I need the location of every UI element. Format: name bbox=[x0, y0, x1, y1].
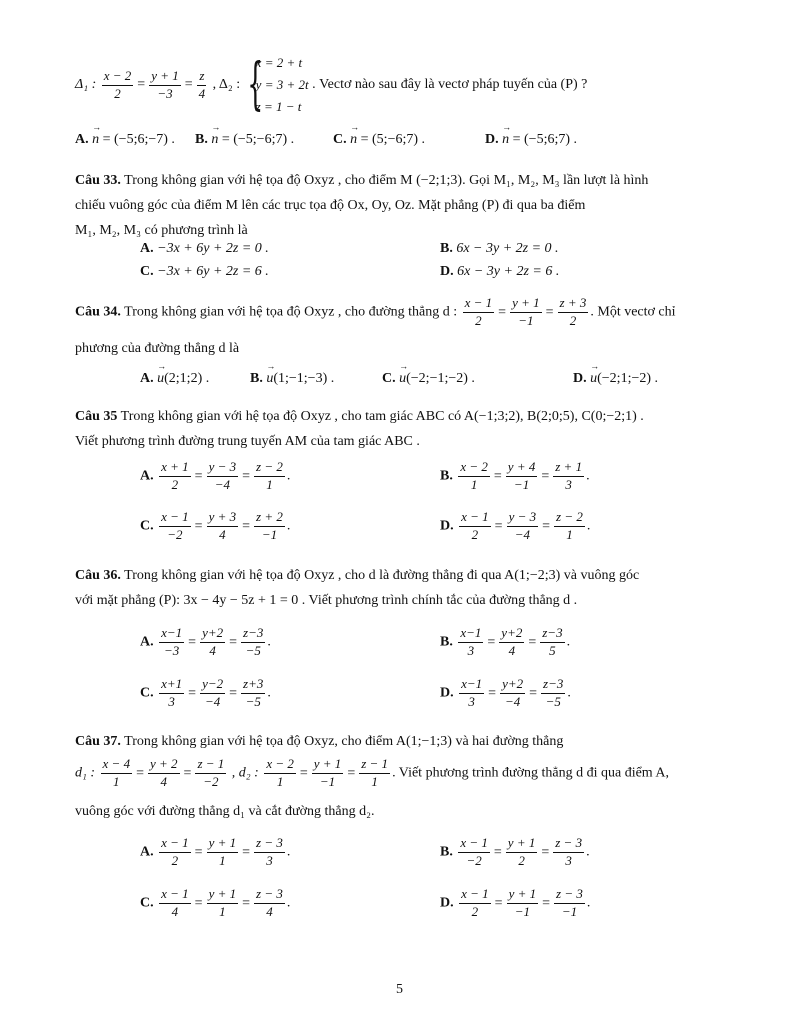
option-label: A. bbox=[140, 241, 154, 256]
denominator: 1 bbox=[276, 773, 284, 789]
numerator: x + 1 bbox=[159, 460, 191, 477]
denominator: −3 bbox=[164, 642, 180, 658]
numerator: x−1 bbox=[458, 626, 483, 643]
q32-option-d[interactable] bbox=[485, 132, 577, 148]
fraction bbox=[554, 887, 585, 920]
fraction bbox=[200, 677, 225, 710]
denominator: 3 bbox=[565, 852, 572, 868]
option-label: D. bbox=[440, 685, 454, 701]
fraction bbox=[458, 836, 490, 869]
fraction bbox=[241, 677, 265, 710]
fraction bbox=[241, 626, 265, 659]
vector-u: → u bbox=[157, 371, 164, 387]
option-label: C. bbox=[382, 371, 396, 386]
q33-option-c[interactable] bbox=[140, 264, 269, 280]
numerator: y+2 bbox=[200, 626, 225, 643]
denominator: −1 bbox=[561, 903, 578, 919]
fraction bbox=[499, 626, 524, 659]
fraction bbox=[507, 510, 539, 543]
equals-sign: = bbox=[136, 765, 144, 781]
fraction bbox=[254, 887, 285, 920]
denominator: 1 bbox=[113, 773, 120, 789]
question-text: M₁, M₂, M₃ có phương trình là bbox=[75, 223, 248, 238]
equals-sign: = bbox=[194, 844, 203, 860]
denominator: 4 bbox=[508, 642, 516, 658]
system-line: x = 2 + t bbox=[255, 55, 303, 70]
equals-sign: = bbox=[242, 844, 251, 860]
numerator: x − 1 bbox=[159, 836, 191, 853]
q36-option-c[interactable]: C. $\frac{x+1}{3}$ = $\frac{y-2}{-4}$ = $\frac{z+3}{-5}$ . bbox=[140, 676, 271, 709]
equals-sign: = bbox=[494, 895, 503, 911]
equals-sign: = bbox=[299, 765, 308, 781]
numerator: z + 3 bbox=[558, 296, 589, 313]
option-value: = (5;−6;7) . bbox=[357, 132, 426, 147]
numerator: x−1 bbox=[459, 677, 484, 694]
denominator: 3 bbox=[467, 642, 475, 658]
delta2-system bbox=[244, 52, 309, 118]
question-label: Câu 33. bbox=[75, 173, 121, 188]
question-text: với mặt phẳng (P): 3x − 4y − 5z + 1 = 0 . Viết phương trình chính tắc của đường thẳng d . bbox=[75, 593, 578, 608]
option-label: D. bbox=[440, 518, 454, 534]
q35-option-d[interactable]: D. $\frac{x - 1}{2}$ = $\frac{y - 3}{-4}$ = $\frac{z - 2}{1}$ . bbox=[440, 509, 591, 542]
fraction bbox=[459, 677, 484, 710]
fraction bbox=[463, 296, 495, 329]
option-value: = (−5;6;−7) . bbox=[99, 132, 175, 147]
option-label: B. bbox=[440, 634, 453, 650]
d2-fractions bbox=[262, 756, 392, 789]
question-text: Trong không gian với hệ tọa độ Oxyz , cho d là đường thẳng đi qua A(1;−2;3) và vuông góc bbox=[124, 568, 640, 583]
question-text: . Một vectơ chỉ bbox=[590, 304, 676, 320]
numerator: x − 1 bbox=[463, 296, 495, 313]
denominator: −4 bbox=[214, 476, 230, 492]
equals-sign: = bbox=[541, 844, 550, 860]
option-text: −3x + 6y + 2z = 0 . bbox=[157, 241, 269, 256]
denominator: −5 bbox=[545, 693, 561, 709]
delta2-label: , Δ₂ : bbox=[212, 77, 241, 93]
q32-option-c[interactable] bbox=[333, 132, 425, 148]
numerator: z − 2 bbox=[554, 510, 585, 527]
denominator: 1 bbox=[266, 476, 273, 492]
numerator: y − 3 bbox=[507, 510, 539, 527]
denominator: 3 bbox=[565, 476, 572, 492]
equals-sign: = bbox=[188, 685, 197, 701]
question-label: Câu 34. bbox=[75, 304, 121, 320]
q34-stem-line1 bbox=[75, 296, 676, 329]
option-label: D. bbox=[440, 264, 454, 279]
numerator: y+2 bbox=[499, 626, 524, 643]
denominator: −4 bbox=[514, 526, 530, 542]
question-text: chiếu vuông góc của điểm M lên các trục tọa độ Ox, Oy, Oz. Mặt phẳng (P) đi qua ba điểm bbox=[75, 198, 586, 213]
q34-stem-line2 bbox=[75, 337, 239, 361]
q35-stem bbox=[75, 404, 740, 454]
denominator: −5 bbox=[245, 693, 261, 709]
equals-sign: = bbox=[529, 685, 538, 701]
numerator: x − 1 bbox=[459, 887, 491, 904]
option-label: C. bbox=[333, 132, 347, 147]
numerator: z bbox=[197, 69, 206, 86]
q34-option-c[interactable] bbox=[382, 371, 475, 387]
option-value: (−2;−1;−2) . bbox=[406, 371, 475, 386]
equals-sign: = bbox=[242, 895, 251, 911]
q37-option-c[interactable]: C. $\frac{x - 1}{4}$ = $\frac{y + 1}{1}$ = $\frac{z - 3}{4}$ . bbox=[140, 886, 291, 919]
numerator: z − 3 bbox=[553, 836, 584, 853]
d1-fractions bbox=[99, 756, 229, 789]
option-label: D. bbox=[440, 895, 454, 911]
q34-option-d[interactable] bbox=[573, 371, 658, 387]
q36-stem bbox=[75, 563, 740, 613]
numerator: x − 2 bbox=[458, 460, 490, 477]
denominator: −1 bbox=[319, 773, 336, 789]
fraction bbox=[459, 887, 491, 920]
fraction bbox=[159, 510, 191, 543]
numerator: z − 3 bbox=[554, 887, 585, 904]
equals-sign: = bbox=[194, 895, 203, 911]
numerator: z−3 bbox=[541, 677, 565, 694]
vector-u: → u bbox=[399, 371, 406, 387]
denominator: 2 bbox=[475, 312, 482, 328]
numerator: y + 2 bbox=[148, 757, 180, 774]
fraction bbox=[264, 757, 296, 790]
question-label: Câu 36. bbox=[75, 568, 121, 583]
q36-option-a[interactable]: A. $\frac{x-1}{-3}$ = $\frac{y+2}{4}$ = $\frac{z-3}{-5}$ . bbox=[140, 625, 271, 658]
numerator: z + 1 bbox=[553, 460, 584, 477]
option-label: C. bbox=[140, 895, 154, 911]
equals-sign: = bbox=[229, 634, 238, 650]
fraction bbox=[195, 757, 226, 790]
equals-sign: = bbox=[347, 765, 356, 781]
numerator: z−3 bbox=[540, 626, 564, 643]
denominator: 4 bbox=[209, 642, 216, 658]
fraction bbox=[541, 677, 565, 710]
fraction bbox=[458, 460, 490, 493]
option-label: C. bbox=[140, 264, 154, 279]
numerator: z − 1 bbox=[359, 757, 390, 774]
denominator: −4 bbox=[204, 693, 221, 709]
equals-sign: = bbox=[494, 518, 503, 534]
q37-option-a[interactable]: A. $\frac{x - 1}{2}$ = $\frac{y + 1}{1}$ = $\frac{z - 3}{3}$ . bbox=[140, 835, 291, 868]
fraction bbox=[159, 626, 184, 659]
d1-label: d₁ : bbox=[75, 765, 96, 781]
equals-sign: = bbox=[183, 765, 192, 781]
denominator: 3 bbox=[168, 693, 175, 709]
fraction bbox=[540, 626, 564, 659]
denominator: 1 bbox=[470, 476, 478, 492]
option-value: (2;1;2) . bbox=[164, 371, 210, 386]
vector-n: → n bbox=[211, 132, 218, 148]
d2-label: , d₂ : bbox=[231, 765, 259, 781]
option-text: 6x − 3y + 2z = 0 . bbox=[456, 241, 559, 256]
option-label: A. bbox=[140, 371, 154, 386]
q32-equations bbox=[75, 52, 587, 118]
denominator: 3 bbox=[266, 852, 273, 868]
numerator: z + 2 bbox=[254, 510, 285, 527]
denominator: 2 bbox=[471, 903, 479, 919]
numerator: y + 4 bbox=[506, 460, 538, 477]
equals-sign: = bbox=[542, 895, 551, 911]
question-label: Câu 37. bbox=[75, 734, 121, 749]
fraction bbox=[459, 510, 491, 543]
option-label: D. bbox=[485, 132, 499, 147]
q33-option-a[interactable] bbox=[140, 241, 269, 257]
denominator: 2 bbox=[518, 852, 525, 868]
denominator: 4 bbox=[266, 903, 273, 919]
option-value: (1;−1;−3) . bbox=[273, 371, 335, 386]
fraction bbox=[553, 460, 584, 493]
numerator: x − 1 bbox=[159, 887, 191, 904]
option-text: 6x − 3y + 2z = 6 . bbox=[457, 264, 560, 279]
q34-option-b[interactable] bbox=[250, 371, 334, 387]
denominator: 1 bbox=[371, 773, 378, 789]
q37-stem-line2 bbox=[75, 757, 669, 790]
equals-sign: = bbox=[542, 518, 551, 534]
question-text: Trong không gian với hệ tọa độ Oxyz , cho điểm M (−2;1;3). Gọi M₁, M₂, M₃ lần lượt là hình bbox=[124, 173, 649, 188]
denominator: 2 bbox=[114, 85, 121, 101]
fraction bbox=[254, 510, 285, 543]
fraction bbox=[159, 677, 184, 710]
option-value: = (−5;−6;7) . bbox=[218, 132, 295, 147]
numerator: y − 3 bbox=[207, 460, 239, 477]
question-text: Trong không gian với hệ tọa độ Oxyz , cho tam giác ABC có A(−1;3;2), B(2;0;5), C(0;−2;1) . bbox=[120, 409, 644, 424]
option-label: B. bbox=[440, 468, 453, 484]
denominator: 1 bbox=[566, 526, 573, 542]
fraction bbox=[159, 887, 191, 920]
denominator: 1 bbox=[219, 852, 226, 868]
fraction bbox=[207, 510, 239, 543]
denominator: 2 bbox=[171, 476, 179, 492]
question-label: Câu 35 bbox=[75, 409, 118, 424]
q37-stem-line1 bbox=[75, 729, 740, 754]
question-text: vuông góc với đường thẳng d₁ và cắt đường thẳng d₂. bbox=[75, 804, 375, 819]
numerator: z+3 bbox=[241, 677, 265, 694]
numerator: y + 1 bbox=[149, 69, 181, 86]
denominator: −3 bbox=[157, 85, 173, 101]
option-value: = (−5;6;7) . bbox=[509, 132, 578, 147]
option-label: A. bbox=[75, 132, 89, 147]
q35-option-a[interactable]: A. $\frac{x + 1}{2}$ = $\frac{y - 3}{-4}$ = $\frac{z - 2}{1}$ . bbox=[140, 459, 291, 492]
vector-n: → n bbox=[92, 132, 99, 148]
numerator: y+2 bbox=[500, 677, 525, 694]
fraction bbox=[197, 69, 208, 102]
numerator: z − 1 bbox=[195, 757, 226, 774]
option-text: −3x + 6y + 2z = 6 . bbox=[157, 264, 269, 279]
option-label: C. bbox=[140, 685, 154, 701]
equals-sign: = bbox=[137, 77, 146, 93]
vector-u: → u bbox=[266, 371, 273, 387]
q33-stem bbox=[75, 168, 740, 243]
option-label: A. bbox=[140, 844, 154, 860]
denominator: 2 bbox=[171, 852, 179, 868]
equals-sign: = bbox=[242, 518, 251, 534]
q37-stem-line3 bbox=[75, 800, 375, 824]
vector-u: → u bbox=[590, 371, 597, 387]
denominator: 4 bbox=[198, 85, 206, 101]
q33-option-b[interactable] bbox=[440, 241, 559, 257]
option-label: B. bbox=[195, 132, 208, 147]
fraction bbox=[359, 757, 390, 790]
numerator: z−3 bbox=[241, 626, 265, 643]
denominator: −1 bbox=[261, 526, 278, 542]
left-brace: { bbox=[246, 52, 264, 117]
system-line: y = 3 + 2t bbox=[255, 77, 309, 92]
equals-sign: = bbox=[194, 468, 203, 484]
equals-sign: = bbox=[194, 518, 203, 534]
equals-sign: = bbox=[541, 468, 550, 484]
question-text: Trong không gian với hệ tọa độ Oxyz , cho đường thẳng d : bbox=[124, 304, 458, 320]
fraction bbox=[510, 296, 542, 329]
denominator: 5 bbox=[549, 642, 556, 658]
numerator: x+1 bbox=[159, 677, 184, 694]
fraction bbox=[159, 836, 191, 869]
denominator: 4 bbox=[171, 903, 179, 919]
vector-n: → n bbox=[350, 132, 357, 148]
equals-sign: = bbox=[488, 685, 497, 701]
numerator: y + 1 bbox=[312, 757, 344, 774]
denominator: 4 bbox=[160, 773, 167, 789]
numerator: z − 3 bbox=[254, 836, 285, 853]
numerator: y + 1 bbox=[507, 887, 539, 904]
fraction bbox=[506, 836, 538, 869]
system-line: z = 1 − t bbox=[255, 99, 302, 114]
fraction bbox=[554, 510, 585, 543]
equals-sign: = bbox=[493, 844, 502, 860]
fraction bbox=[200, 626, 225, 659]
equals-sign: = bbox=[493, 468, 502, 484]
denominator: −1 bbox=[514, 903, 530, 919]
equals-sign: = bbox=[528, 634, 537, 650]
equals-sign: = bbox=[188, 634, 197, 650]
equals-sign: = bbox=[487, 634, 496, 650]
fraction bbox=[312, 757, 344, 790]
numerator: z − 3 bbox=[254, 887, 285, 904]
fraction bbox=[558, 296, 589, 329]
q33-option-d[interactable] bbox=[440, 264, 559, 280]
numerator: x − 1 bbox=[159, 510, 191, 527]
numerator: z − 2 bbox=[254, 460, 285, 477]
fraction bbox=[553, 836, 584, 869]
numerator: x − 1 bbox=[458, 836, 490, 853]
delta1-fractions bbox=[100, 67, 209, 101]
q36-option-d[interactable]: D. $\frac{x-1}{3}$ = $\frac{y+2}{-4}$ = $\frac{z-3}{-5}$ . bbox=[440, 676, 571, 709]
numerator: x − 2 bbox=[102, 69, 134, 86]
q37-option-b[interactable]: B. $\frac{x - 1}{-2}$ = $\frac{y + 1}{2}$ = $\frac{z - 3}{3}$ . bbox=[440, 835, 590, 868]
numerator: y−2 bbox=[200, 677, 225, 694]
fraction bbox=[207, 836, 239, 869]
q36-option-b[interactable]: B. $\frac{x-1}{3}$ = $\frac{y+2}{4}$ = $\frac{z-3}{5}$ . bbox=[440, 625, 571, 658]
fraction bbox=[207, 887, 239, 920]
delta1-label: Δ₁ : bbox=[75, 77, 97, 93]
denominator: 2 bbox=[569, 312, 577, 328]
option-label: B. bbox=[440, 844, 453, 860]
numerator: y + 1 bbox=[506, 836, 538, 853]
fraction bbox=[506, 460, 538, 493]
numerator: x − 1 bbox=[459, 510, 491, 527]
equals-sign: = bbox=[242, 468, 251, 484]
denominator: 1 bbox=[219, 903, 226, 919]
fraction bbox=[148, 757, 180, 790]
denominator: −5 bbox=[245, 642, 261, 658]
denominator: 4 bbox=[219, 526, 226, 542]
question-text: . Viết phương trình đường thẳng d đi qua điểm A, bbox=[392, 765, 670, 781]
fraction bbox=[254, 460, 285, 493]
option-label: C. bbox=[140, 518, 154, 534]
option-label: D. bbox=[573, 371, 587, 386]
denominator: −1 bbox=[518, 312, 534, 328]
denominator: −4 bbox=[504, 693, 521, 709]
fraction bbox=[458, 626, 483, 659]
denominator: 2 bbox=[471, 526, 479, 542]
fraction bbox=[507, 887, 539, 920]
fraction bbox=[207, 460, 239, 493]
q35-option-c[interactable]: C. $\frac{x - 1}{-2}$ = $\frac{y + 3}{4}$ = $\frac{z + 2}{-1}$ . bbox=[140, 509, 291, 542]
fraction bbox=[149, 69, 181, 102]
numerator: y + 1 bbox=[207, 887, 239, 904]
question-text: Viết phương trình đường trung tuyến AM của tam giác ABC . bbox=[75, 434, 420, 449]
page-number: 5 bbox=[396, 982, 403, 997]
question-text: Trong không gian với hệ tọa độ Oxyz, cho điểm A(1;−1;3) và hai đường thẳng bbox=[124, 734, 564, 749]
numerator: y + 1 bbox=[510, 296, 542, 313]
vector-n: → n bbox=[502, 132, 509, 148]
equals-sign: = bbox=[545, 304, 554, 320]
fraction bbox=[101, 757, 133, 790]
denominator: −2 bbox=[203, 773, 219, 789]
numerator: x − 4 bbox=[101, 757, 133, 774]
denominator: 3 bbox=[468, 693, 475, 709]
fraction bbox=[159, 460, 191, 493]
q37-option-d[interactable]: D. $\frac{x - 1}{2}$ = $\frac{y + 1}{-1}$ = $\frac{z - 3}{-1}$ . bbox=[440, 886, 591, 919]
q34-option-a[interactable] bbox=[140, 371, 209, 387]
numerator: y + 3 bbox=[207, 510, 239, 527]
option-label: B. bbox=[440, 241, 453, 256]
line-d-fractions bbox=[461, 295, 591, 328]
option-label: A. bbox=[140, 634, 154, 650]
option-label: B. bbox=[250, 371, 263, 386]
q32-option-a[interactable] bbox=[75, 132, 175, 148]
option-value: (−2;1;−2) . bbox=[597, 371, 659, 386]
numerator: y + 1 bbox=[207, 836, 239, 853]
numerator: x−1 bbox=[159, 626, 184, 643]
denominator: −2 bbox=[167, 526, 183, 542]
q32-option-b[interactable] bbox=[195, 132, 294, 148]
equals-sign: = bbox=[498, 304, 507, 320]
fraction bbox=[254, 836, 285, 869]
q35-option-b[interactable]: B. $\frac{x - 2}{1}$ = $\frac{y + 4}{-1}$ = $\frac{z + 1}{3}$ . bbox=[440, 459, 590, 492]
numerator: x − 2 bbox=[264, 757, 296, 774]
question-text: phương của đường thẳng d là bbox=[75, 341, 240, 356]
equals-sign: = bbox=[184, 77, 193, 93]
denominator: −1 bbox=[513, 476, 530, 492]
option-label: A. bbox=[140, 468, 154, 484]
equals-sign: = bbox=[229, 685, 238, 701]
denominator: −2 bbox=[466, 852, 482, 868]
fraction bbox=[500, 677, 525, 710]
q32-question: . Vectơ nào sau đây là vectơ pháp tuyến của (P) ? bbox=[312, 77, 588, 93]
fraction bbox=[102, 69, 134, 102]
